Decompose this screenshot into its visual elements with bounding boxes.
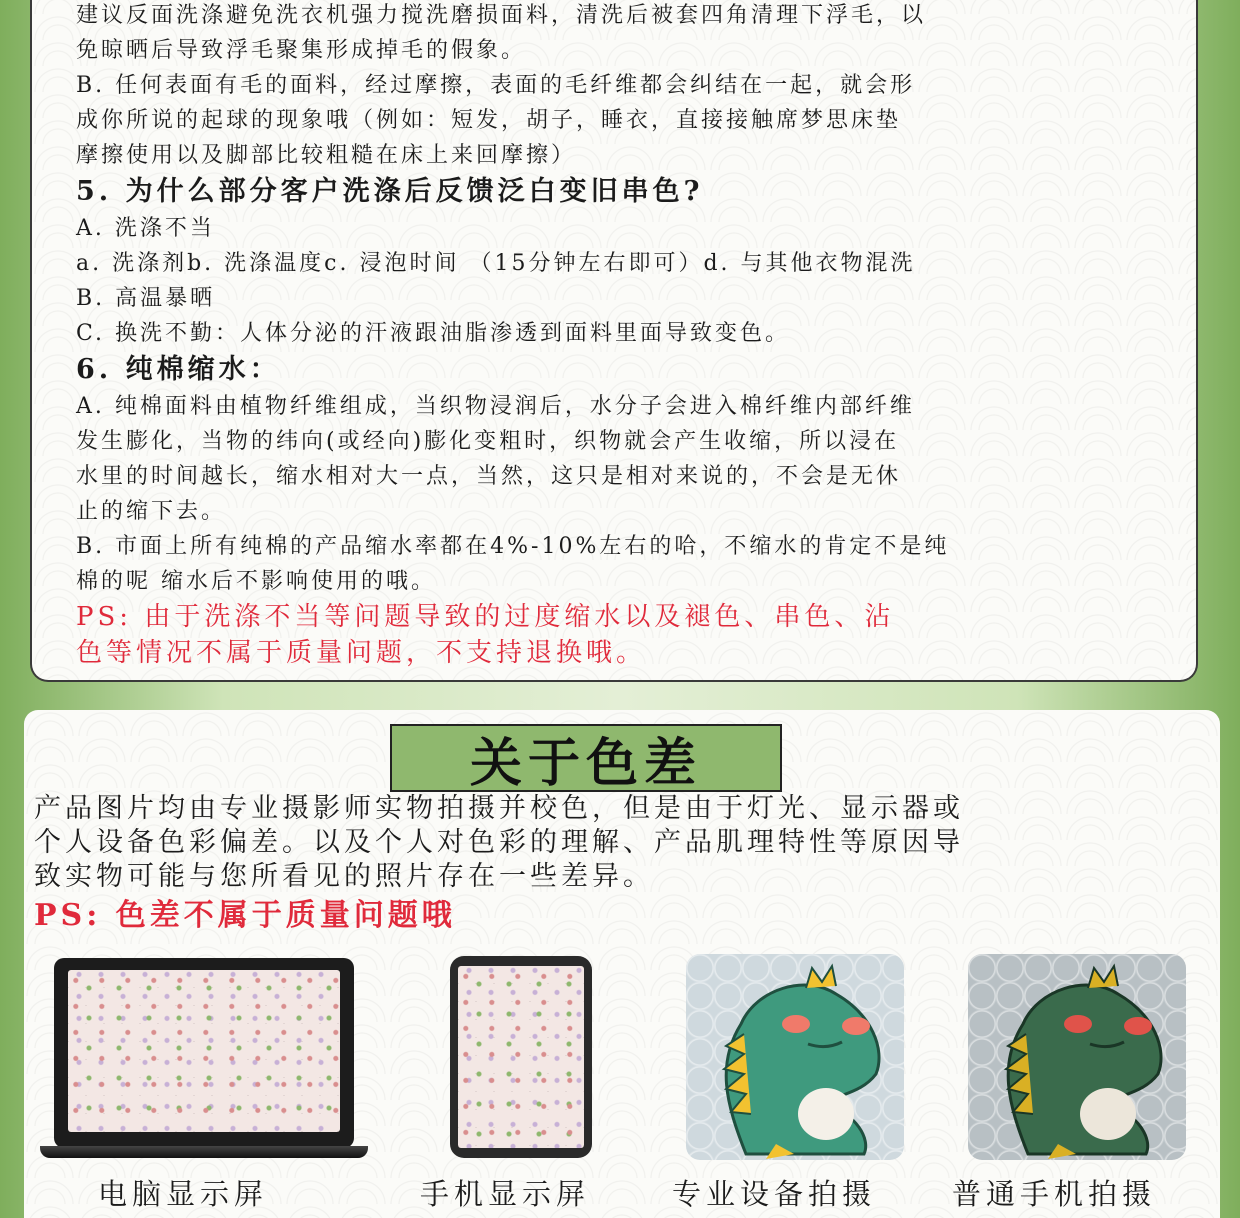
pro-camera-photo: [686, 954, 904, 1160]
faq-panel: [30, 0, 1198, 682]
text-line: A. 洗涤不当: [76, 216, 215, 241]
text-line: 摩擦使用以及脚部比较粗糙在床上来回摩擦）: [76, 143, 577, 168]
caption-phone-camera: 普通手机拍摄: [952, 1177, 1157, 1211]
ps-notice: 色等情况不属于质量问题，不支持退换哦。: [76, 638, 647, 668]
section-title: 关于色差: [390, 724, 782, 792]
text-line: 发生膨化，当物的纬向(或经向)膨化变粗时，织物就会产生收缩，所以浸在: [76, 429, 900, 454]
text-line: a. 洗涤剂b. 洗涤温度c. 浸泡时间 （15分钟左右即可）d. 与其他衣物混洗: [76, 251, 916, 276]
text-line: B. 任何表面有毛的面料，经过摩擦，表面的毛纤维都会纠结在一起，就会形: [76, 73, 916, 98]
text-line: 成你所说的起球的现象哦（例如：短发，胡子，睡衣，直接接触席梦思床垫: [76, 108, 902, 133]
q5-heading: 5. 为什么部分客户洗涤后反馈泛白变旧串色?: [76, 176, 704, 207]
text-line: 棉的呢 缩水后不影响使用的哦。: [76, 569, 436, 594]
dinosaur-quilt-icon: [686, 954, 904, 1160]
text-line: B. 市面上所有纯棉的产品缩水率都在4%-10%左右的哈，不缩水的肯定不是纯: [76, 534, 950, 559]
color-difference-description: [34, 792, 1204, 936]
quilt-photo: [458, 966, 584, 1148]
color-difference-panel: [24, 710, 1220, 1218]
text-line: 免晾晒后导致浮毛聚集形成掉毛的假象。: [76, 38, 527, 63]
laptop-base: [40, 1146, 368, 1158]
text-line: 止的缩下去。: [76, 499, 227, 524]
phone-image: [450, 956, 592, 1158]
ps-notice: PS: 由于洗涤不当等问题导致的过度缩水以及褪色、串色、沾: [76, 602, 895, 632]
phone-camera-photo: [968, 954, 1186, 1160]
caption-computer: 电脑显示屏: [98, 1177, 269, 1211]
text-line: 产品图片均由专业摄影师实物拍摄并校色，但是由于灯光、显示器或: [34, 793, 964, 824]
caption-pro-camera: 专业设备拍摄: [672, 1177, 877, 1211]
text-line: A. 纯棉面料由植物纤维组成，当织物浸润后，水分子会进入棉纤维内部纤维: [76, 394, 915, 419]
text-line: 致实物可能与您所看见的照片存在一些差异。: [34, 861, 654, 892]
text-line: 个人设备色彩偏差。以及个人对色彩的理解、产品肌理特性等原因导: [34, 827, 964, 858]
text-line: 建议反面洗涤避免洗衣机强力搅洗磨损面料，清洗后被套四角清理下浮毛，以: [76, 3, 927, 28]
text-line: C. 换洗不勤：人体分泌的汗液跟油脂渗透到面料里面导致变色。: [76, 321, 791, 346]
q6-heading: 6. 纯棉缩水：: [76, 354, 281, 385]
laptop-image: [54, 958, 354, 1148]
caption-phone: 手机显示屏: [420, 1177, 591, 1211]
ps-notice: PS: 色差不属于质量问题哦: [34, 898, 456, 933]
dinosaur-quilt-icon: [968, 954, 1186, 1160]
text-line: 水里的时间越长，缩水相对大一点，当然，这只是相对来说的，不会是无休: [76, 464, 902, 489]
text-line: B. 高温暴晒: [76, 286, 216, 311]
quilt-photo: [68, 970, 340, 1132]
